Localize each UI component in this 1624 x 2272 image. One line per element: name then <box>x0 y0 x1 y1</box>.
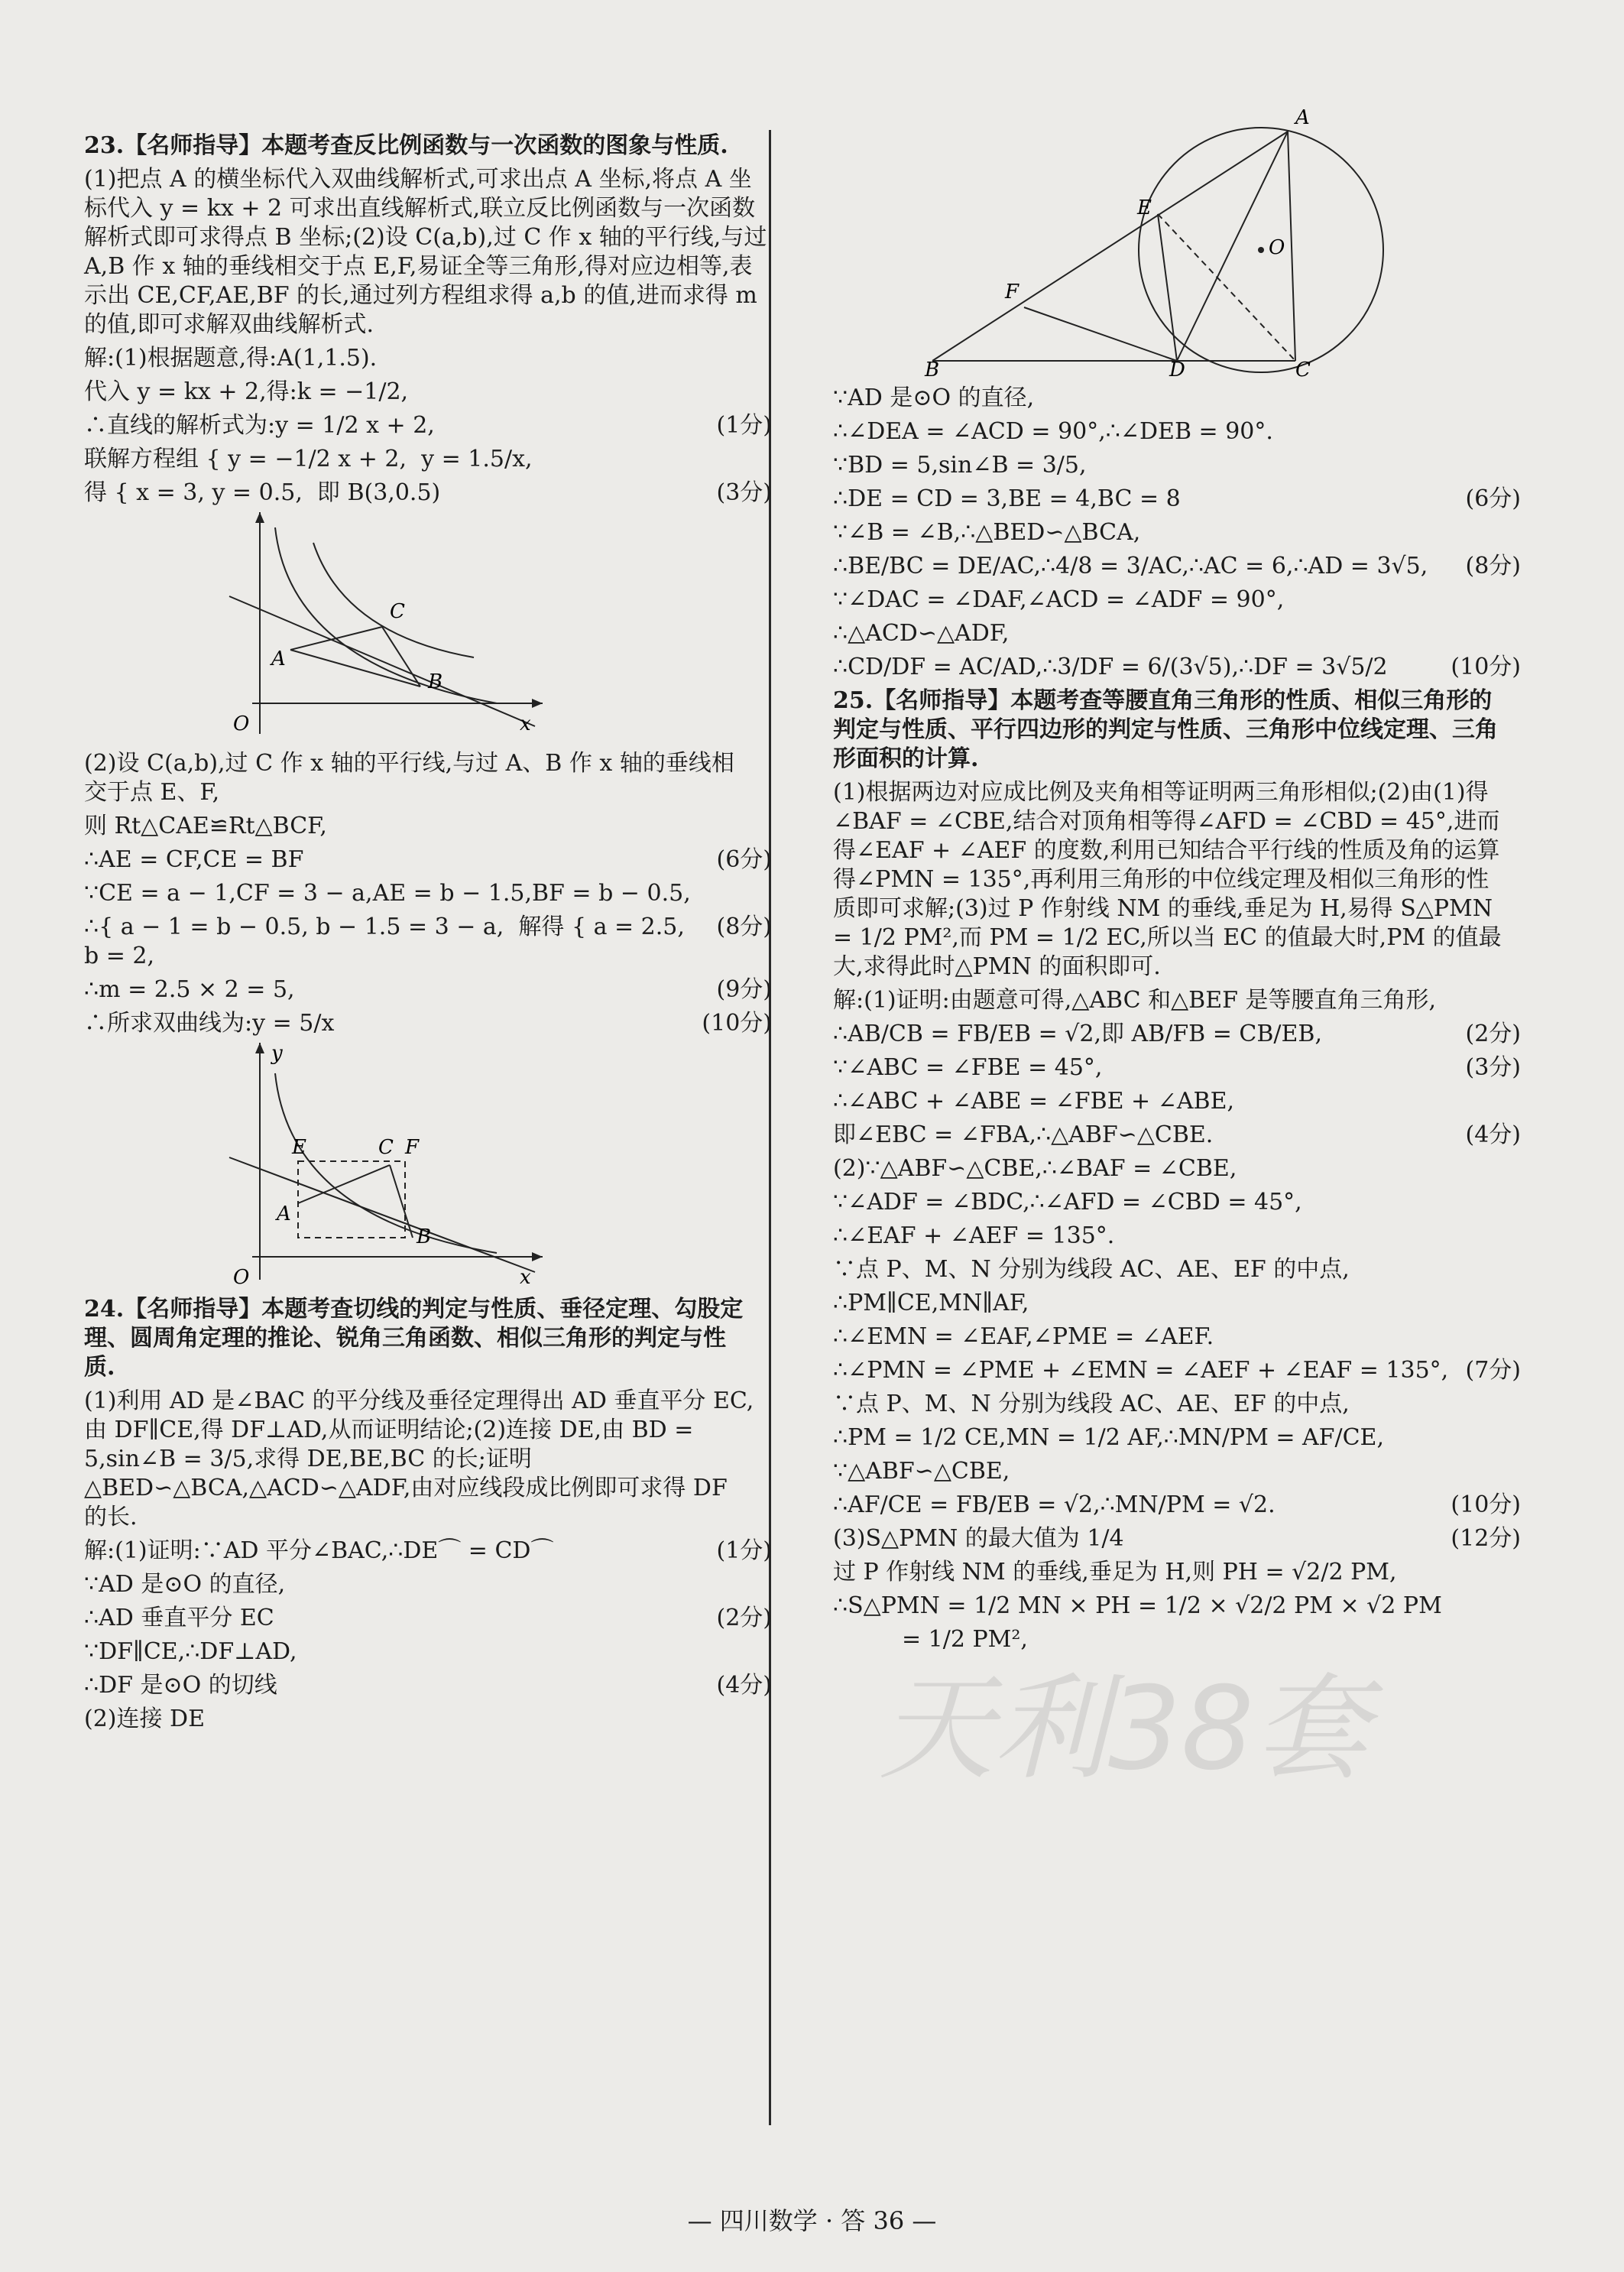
q25-row-20: ∴S△PMN = 1/2 MN × PH = 1/2 × √2/2 PM × √2 PM <box>833 1592 1442 1619</box>
fig2-label-a: A <box>277 1203 291 1225</box>
right-column <box>833 106 1521 1659</box>
fig2-label-y: y <box>271 1042 283 1065</box>
q25-row-0: 25.【名师指导】本题考查等腰直角三角形的性质、相似三角形的判定与性质、平行四边形的判定与性质、三角形中位线定理、三角形面积的计算. <box>833 687 1498 772</box>
q25-row-10: ∵点 P、M、N 分别为线段 AC、AE、EF 的中点, <box>833 1256 1350 1283</box>
fig1-label-b: B <box>428 670 443 693</box>
q24-row-1: (1)利用 AD 是∠BAC 的平分线及垂径定理得出 AD 垂直平分 EC,由 DF∥CE,得 DF⊥AD,从而证明结论;(2)连接 DE,由 BD = 5,sin∠B = 3/5,求得 DE,BE,BC 的长;证明△BED∽△BCA,△ACD∽△ADF,由对应线段成比例即可求得 DF 的长. <box>84 1388 754 1530</box>
fig2-label-c: C <box>378 1136 394 1159</box>
q25-row-12: ∴∠EMN = ∠EAF,∠PME = ∠AEF. <box>833 1323 1214 1350</box>
q23b-row-0: (2)设 C(a,b),过 C 作 x 轴的平行线,与过 A、B 作 x 轴的垂线相交于点 E、F, <box>84 750 734 806</box>
q24b-row-6: ∵∠DAC = ∠DAF,∠ACD = ∠ADF = 90°, <box>833 586 1285 613</box>
q23b-row-5: ∴m = 2.5 × 2 = 5, (9分) <box>84 976 772 1003</box>
page-footer: — 四川数学 · 答 36 — <box>687 2206 937 2235</box>
fig3-label-b: B <box>925 359 940 381</box>
fig3-label-o: O <box>1269 236 1285 259</box>
q24-row-0: 24.【名师指导】本题考查切线的判定与性质、垂径定理、勾股定理、圆周角定理的推论、锐角三角函数、相似三角形的判定与性质. <box>84 1296 744 1381</box>
q24b-row-7: ∴△ACD∽△ADF, <box>833 620 1010 647</box>
q23b-row-4: ∴{ a − 1 = b − 0.5, b − 1.5 = 3 − a, 解得 { a = 2.5, b = 2, (8分) <box>84 914 772 969</box>
q23-row-2: 得 { x = 3, y = 0.5, 即 B(3,0.5) (3分) <box>84 479 772 506</box>
q24-row-6: ∴DF 是⊙O 的切线 (4分) <box>84 1672 772 1699</box>
fig2-label-f: F <box>405 1136 420 1159</box>
fig2-label-b: B <box>417 1225 432 1248</box>
q23-guide: (1)把点 A 的横坐标代入双曲线解析式,可求出点 A 坐标,将点 A 坐标代入 y = kx + 2 可求出直线解析式,联立反比例函数与一次函数解析式即可求得点 B 坐标;(2)设 C(a,b),过 C 作 x 轴的平行线,与过 A,B 作 x 轴的垂线相交于点 E,F,易证全等三角形,得对应边相等,表示出 CE,CF,AE,BF 的长,通过列方程组求得 a,b 的值,进而求得 m 的值,即可求解双曲线解析式. <box>84 166 774 338</box>
fig1-label-c: C <box>390 600 405 623</box>
q25-row-2: 解:(1)证明:由题意可得,△ABC 和△BEF 是等腰直角三角形, <box>833 987 1436 1014</box>
q25-row-8: ∵∠ADF = ∠BDC,∴∠AFD = ∠CBD = 45°, <box>833 1189 1302 1216</box>
q25-row-4: ∵∠ABC = ∠FBE = 45°, (3分) <box>833 1054 1521 1081</box>
fig3-label-c: C <box>1295 359 1311 381</box>
q25-row-1: (1)根据两边对应成比例及夹角相等证明两三角形相似;(2)由(1)得∠BAF = ∠CBE,结合对顶角相等得∠AFD = ∠CBD = 45°,进而得∠EAF + ∠AEF 的度数,利用已知结合平行线的性质及角的运算得∠PMN = 135°,再利用三角形的中位线定理及相似三角形的性质即可求解;(3)过 P 作射线 NM 的垂线,垂足为 H,易得 S△PMN = 1/2 PM²,而 PM = 1/2 EC,所以当 EC 的值最大时,PM 的值最大,求得此时△PMN 的面积即可. <box>833 779 1502 980</box>
q25-row-14: ∵点 P、M、N 分别为线段 AC、AE、EF 的中点, <box>833 1391 1350 1417</box>
q23-solution-2: 代入 y = kx + 2,得:k = −1/2, <box>84 378 409 405</box>
fig3-label-d: D <box>1169 359 1185 381</box>
q23b-row-6: ∴所求双曲线为:y = 5/x (10分) <box>84 1010 772 1037</box>
q25-row-13: ∴∠PMN = ∠PME + ∠EMN = ∠AEF + ∠EAF = 135°, (7分) <box>833 1357 1521 1384</box>
q25-row-11: ∴PM∥CE,MN∥AF, <box>833 1290 1029 1316</box>
q23-row-0: ∴直线的解析式为:y = 1/2 x + 2, (1分) <box>84 412 772 439</box>
q24-row-3: ∵AD 是⊙O 的直径, <box>84 1571 286 1598</box>
q23-row-1: 联解方程组 { y = −1/2 x + 2, y = 1.5/x, <box>84 446 533 472</box>
q24b-row-3: ∴DE = CD = 3,BE = 4,BC = 8 (6分) <box>833 485 1521 512</box>
q24b-row-4: ∵∠B = ∠B,∴△BED∽△BCA, <box>833 519 1141 546</box>
q25-row-17: ∴AF/CE = FB/EB = √2,∴MN/PM = √2. (10分) <box>833 1491 1521 1518</box>
watermark: 天利38套 <box>879 1663 1369 1796</box>
q23b-row-3: ∵CE = a − 1,CF = 3 − a,AE = b − 1.5,BF = b − 0.5, <box>84 880 691 907</box>
q25-row-3: ∴AB/CB = FB/EB = √2,即 AB/FB = CB/EB, (2分) <box>833 1021 1521 1047</box>
q24b-row-5: ∴BE/BC = DE/AC,∴4/8 = 3/AC,∴AC = 6,∴AD = 3√5, (8分) <box>833 553 1521 579</box>
q23b-row-2: ∴AE = CF,CE = BF (6分) <box>84 846 772 873</box>
q24b-row-0: ∵AD 是⊙O 的直径, <box>833 385 1035 411</box>
fig2-label-x: x <box>520 1266 531 1289</box>
fig3-label-f: F <box>1005 281 1019 303</box>
q24b-row-2: ∵BD = 5,sin∠B = 3/5, <box>833 452 1087 479</box>
fig1-label-a: A <box>271 648 286 670</box>
q25-row-6: 即∠EBC = ∠FBA,∴△ABF∽△CBE. (4分) <box>833 1121 1521 1148</box>
q23-heading: 23.【名师指导】本题考查反比例函数与一次函数的图象与性质. <box>84 132 728 159</box>
q23b-row-1: 则 Rt△CAE≌Rt△BCF, <box>84 813 327 839</box>
q25-row-18: (3)S△PMN 的最大值为 1/4 (12分) <box>833 1525 1521 1552</box>
q23-solution-1: 解:(1)根据题意,得:A(1,1.5). <box>84 345 378 372</box>
q24-row-5: ∵DF∥CE,∴DF⊥AD, <box>84 1638 297 1665</box>
q25-row-15: ∴PM = 1/2 CE,MN = 1/2 AF,∴MN/PM = AF/CE, <box>833 1424 1384 1451</box>
q25-row-5: ∴∠ABC + ∠ABE = ∠FBE + ∠ABE, <box>833 1088 1234 1115</box>
fig2-label-o: O <box>233 1266 250 1289</box>
figure-hyperbola-2 <box>84 1043 558 1287</box>
q25-row-16: ∵△ABF∽△CBE, <box>833 1458 1010 1485</box>
q24-row-4: ∴AD 垂直平分 EC (2分) <box>84 1605 772 1631</box>
q24b-row-1: ∴∠DEA = ∠ACD = 90°,∴∠DEB = 90°. <box>833 418 1273 445</box>
q25-row-19: 过 P 作射线 NM 的垂线,垂足为 H,则 PH = √2/2 PM, <box>833 1559 1397 1586</box>
q25-row-7: (2)∵△ABF∽△CBE,∴∠BAF = ∠CBE, <box>833 1155 1237 1182</box>
q24-row-7: (2)连接 DE <box>84 1706 205 1732</box>
q24-row-2: 解:(1)证明:∵AD 平分∠BAC,∴DE⌒ = CD⌒ (1分) <box>84 1537 772 1564</box>
fig3-label-a: A <box>1295 106 1310 129</box>
figure-hyperbola-1 <box>84 512 558 742</box>
fig2-label-e: E <box>292 1136 306 1159</box>
figure-circle <box>925 106 1383 381</box>
fig3-label-e: E <box>1137 196 1152 219</box>
q24b-row-8: ∴CD/DF = AC/AD,∴3/DF = 6/(3√5),∴DF = 3√5/2 (10分) <box>833 654 1521 680</box>
q25-row-21: = 1/2 PM², <box>902 1626 1028 1653</box>
fig1-label-o: O <box>233 712 250 735</box>
fig1-label-x: x <box>520 712 531 735</box>
q25-row-9: ∴∠EAF + ∠AEF = 135°. <box>833 1222 1115 1249</box>
left-column <box>84 131 772 1738</box>
